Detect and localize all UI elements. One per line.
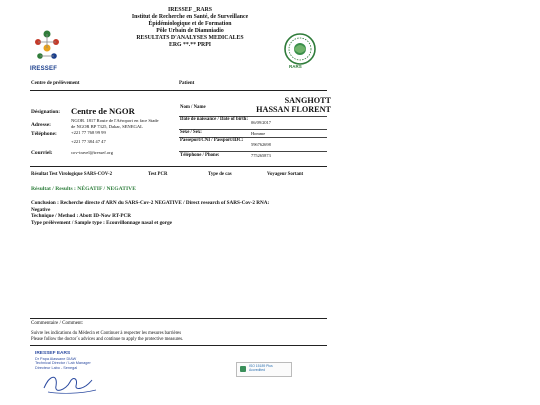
dob-value: 06/09/2017	[251, 120, 272, 125]
comments-line-2: Please follow the doctor`s advices and continue to apply the protective measures.	[31, 337, 184, 343]
results-top-divider	[30, 166, 327, 167]
sex-label: Sexe / Sex:	[180, 130, 202, 135]
address-label: Adresse:	[31, 122, 51, 128]
header-line-2: Institut de Recherche en Santé, de Surveillance	[131, 14, 249, 20]
badge-line-1: ISO 15189 Plus	[249, 364, 273, 368]
lab-stamp	[35, 352, 105, 370]
stamp-line-1: IRESSEF EARS	[35, 351, 71, 356]
patient-name-line-2: HASSAN FLORENT	[256, 104, 331, 114]
centre-section-title: Centre de prélèvement	[31, 81, 80, 86]
result-value: Résultat / Results : NÉGATIF / NEGATIVE	[31, 186, 136, 192]
comments-line-1: Suivre les indications du Médecin et Continuer à respecter les mesures barrières	[31, 331, 182, 336]
header-line-6: ERG **.** PRPI	[168, 42, 212, 48]
accreditation-text	[249, 364, 273, 373]
centre-phone-value	[71, 130, 106, 144]
patient-phone-label: Téléphone / Phone:	[180, 153, 220, 158]
email-label: Courriel:	[31, 150, 53, 156]
stamp-line-4: Directeur Labo - Senegal	[35, 365, 78, 370]
sex-value: Homme	[251, 131, 266, 136]
section-divider	[30, 90, 327, 91]
report-header	[105, 7, 275, 49]
accreditation-badge	[236, 362, 292, 377]
designation-value: Centre de NGOR	[71, 106, 135, 116]
results-col-case-type: Type de cas	[208, 172, 232, 177]
centre-phone-2: +221 77 384 47 47	[71, 138, 106, 144]
stamp-line-2: Dr Papa Alassane DIAW	[35, 356, 77, 361]
passport-label: Passeport/CNI / Passport/IDC:	[180, 138, 244, 143]
comments-divider	[30, 318, 327, 319]
dob-label: Date de naissance / Date of birth:	[180, 117, 248, 122]
results-col-traveler: Voyageur Sortant	[267, 172, 304, 177]
header-line-1: IRESSEF _RARS	[167, 7, 213, 13]
iressef-logo-icon	[32, 26, 62, 70]
address-line-2: de NGOR BP 7325, Dakar, SENEGAL	[71, 123, 143, 129]
badge-line-2: Accredited	[249, 368, 266, 373]
comments-text	[31, 331, 331, 344]
signature-icon	[40, 370, 100, 396]
patient-phone-value: 775265873	[251, 153, 271, 158]
conclusion-line-2: Negative	[31, 206, 51, 213]
results-col-pcr: Test PCR	[148, 172, 168, 177]
logo-left-label: IRESSEF	[30, 66, 58, 72]
accreditation-icon	[240, 366, 246, 372]
centre-phone-label: Téléphone:	[31, 131, 57, 137]
address-line-1: NGOR. 1817 Route de l'Aéroport en face Stade	[71, 118, 159, 123]
passport-value: 596762698	[251, 142, 271, 147]
technique-line: Technique / Method : Abott ID-Now RT-PCR	[31, 213, 132, 220]
header-line-4: Pôle Urbain de Diamniadio	[156, 28, 224, 34]
patient-name-label: Nom / Name	[180, 105, 206, 110]
address-value	[71, 118, 159, 129]
results-col-test: Résultat Test Virologique SARS-COV-2	[31, 172, 112, 177]
sample-type-line: Type prélèvement / Sample type : Ecouvillonnage nasal et gorge	[31, 219, 172, 226]
header-line-3: Épidémiologique et de Formation	[148, 21, 232, 27]
header-line-5: RESULTATS D'ANALYSES MEDICALES	[136, 35, 244, 41]
patient-name-line-1: SANGHOTT	[284, 96, 331, 105]
patient-section-title: Patient	[179, 81, 195, 86]
patient-name-value	[251, 97, 331, 114]
logo-right-label: RARS	[289, 64, 302, 69]
centre-phone-1: +221 77 768 99 99	[71, 130, 106, 135]
conclusion-line-1: Conclusion : Recherche directe d'ARN du SARS-Cov-2 NEGATIVE / Direct research of SARS-Cov-2 RNA:	[31, 200, 270, 206]
patient-row-divider	[179, 151, 327, 152]
stamp-line-3: Technical Director / Lab Manager	[35, 361, 91, 366]
comments-title: Commentaire / Comment:	[31, 321, 84, 326]
comments-bottom-divider	[30, 345, 327, 346]
email-value: cov-travel@iressef.org	[71, 150, 114, 155]
designation-label: Désignation:	[31, 109, 61, 115]
conclusion-block	[31, 200, 331, 226]
